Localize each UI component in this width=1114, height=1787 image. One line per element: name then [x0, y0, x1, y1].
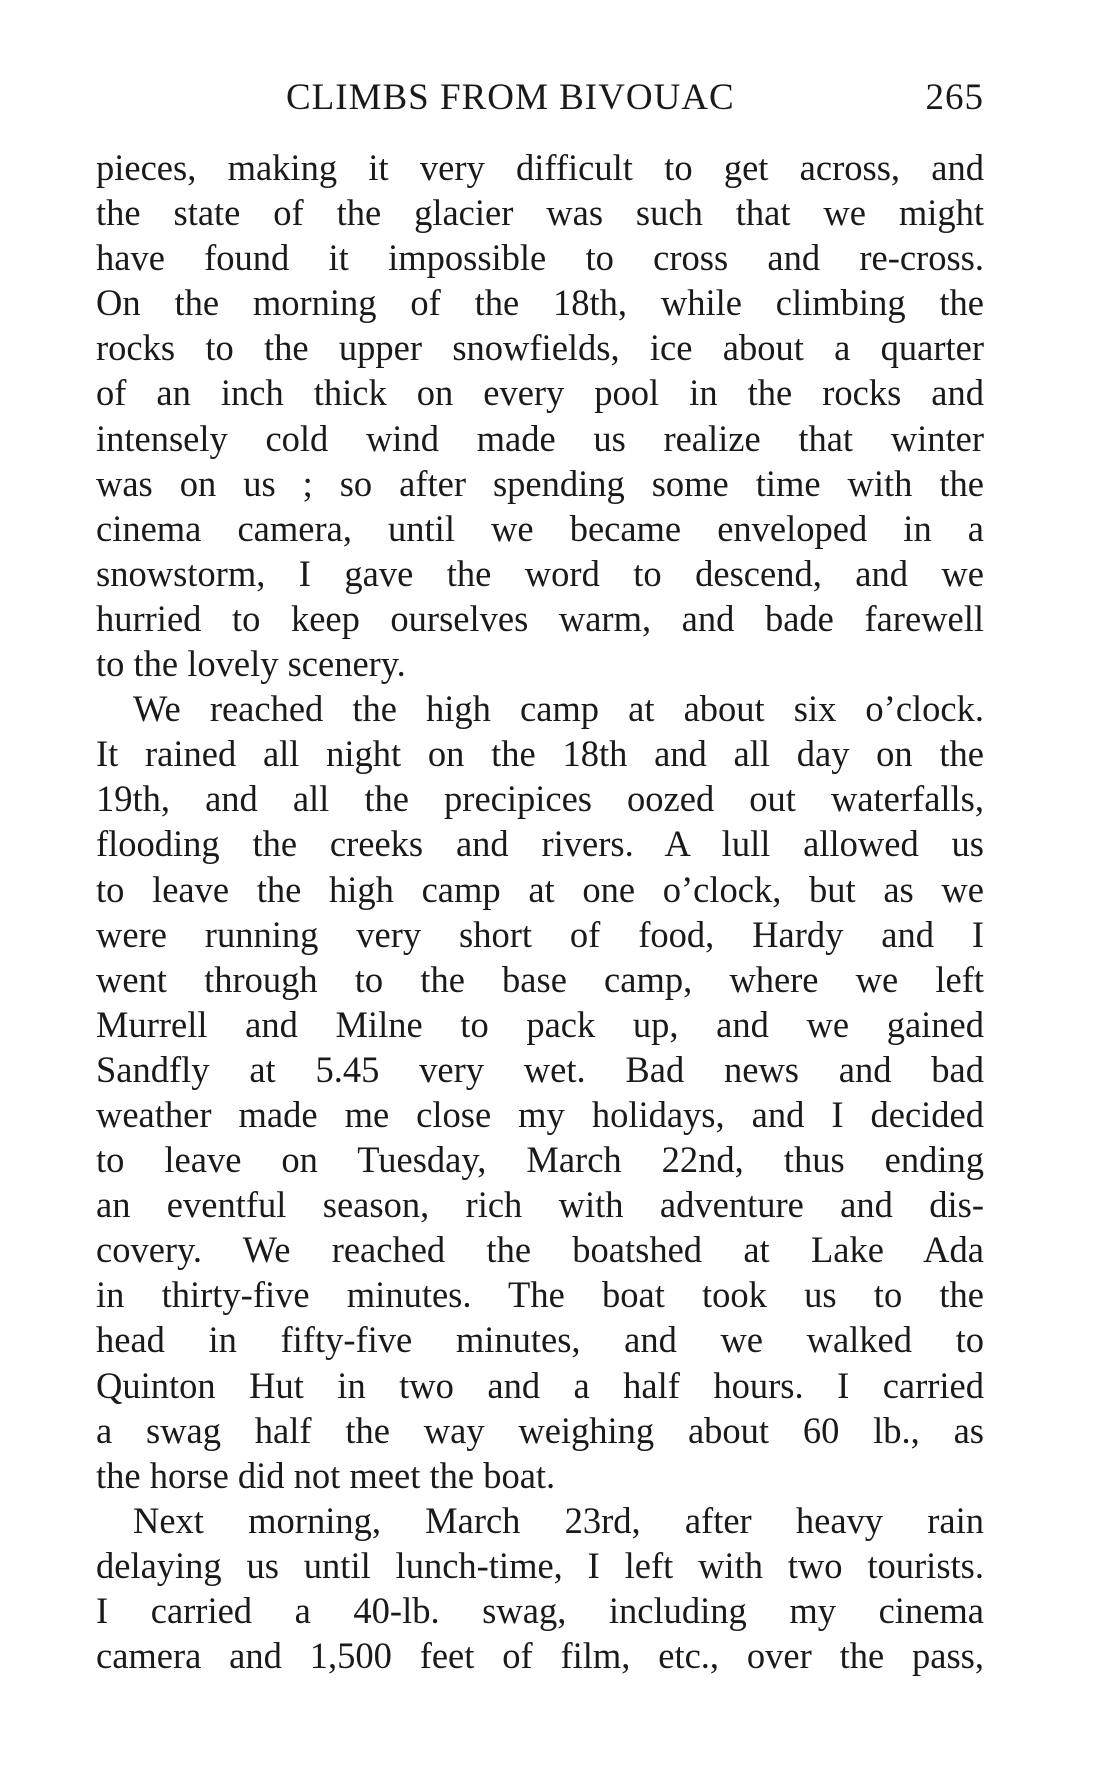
running-head	[96, 76, 992, 126]
text-line: went through to the base camp, where we left	[96, 958, 984, 1000]
text-line: in thirty-five minutes. The boat took us to the	[96, 1274, 984, 1316]
text-line: It rained all night on the 18th and all day on the	[96, 733, 984, 775]
text-line: 19th, and all the precipices oozed out waterfalls,	[96, 778, 984, 820]
text-line: snowstorm, I gave the word to descend, and we	[96, 552, 984, 594]
text-line: pieces, making it very difficult to get across, and	[96, 147, 984, 188]
text-line: On the morning of the 18th, while climbing the	[96, 282, 984, 324]
text-line: Quinton Hut in two and a half hours. I carried	[96, 1364, 984, 1406]
text-line: the horse did not meet the boat.	[96, 1454, 556, 1496]
text-line: I carried a 40-lb. swag, including my cinema	[96, 1590, 984, 1631]
text-line: camera and 1,500 feet of film, etc., over the pass,	[96, 1635, 984, 1677]
body-text	[96, 145, 984, 1678]
text-line: to the lovely scenery.	[96, 643, 406, 685]
text-line: have found it impossible to cross and re-cross.	[96, 237, 984, 279]
text-line: the state of the glacier was such that we might	[96, 192, 984, 234]
text-line: delaying us until lunch-time, I left with two tourists.	[96, 1544, 984, 1586]
text-line: was on us ; so after spending some time with the	[96, 462, 984, 504]
text-line: of an inch thick on every pool in the rocks and	[96, 372, 984, 414]
text-line: a swag half the way weighing about 60 lb., as	[96, 1409, 984, 1451]
text-line: hurried to keep ourselves warm, and bade farewell	[96, 597, 984, 639]
text-line: flooding the creeks and rivers. A lull allowed us	[96, 823, 984, 865]
text-line: rocks to the upper snowfields, ice about a quarter	[96, 327, 984, 369]
text-line: were running very short of food, Hardy and I	[96, 913, 984, 955]
text-line: intensely cold wind made us realize that winter	[96, 417, 984, 459]
paragraph-first-line: We reached the high camp at about six o’clock.	[133, 688, 984, 730]
paragraph-first-line: Next morning, March 23rd, after heavy rain	[133, 1499, 984, 1541]
running-title: CLIMBS FROM BIVOUAC	[286, 77, 735, 118]
page-number: 265	[925, 77, 984, 118]
text-line: to leave on Tuesday, March 22nd, thus ending	[96, 1139, 984, 1181]
text-line: weather made me close my holidays, and I decided	[96, 1093, 984, 1135]
text-line: Sandfly at 5.45 very wet. Bad news and bad	[96, 1048, 984, 1090]
text-line: covery. We reached the boatshed at Lake Ada	[96, 1229, 984, 1271]
text-line: head in fifty-five minutes, and we walked to	[96, 1319, 984, 1361]
text-line: Murrell and Milne to pack up, and we gained	[96, 1003, 984, 1045]
text-line: cinema camera, until we became enveloped in a	[96, 507, 984, 549]
text-line: to leave the high camp at one o’clock, but as we	[96, 868, 984, 910]
text-line: an eventful season, rich with adventure and dis-	[96, 1184, 984, 1226]
